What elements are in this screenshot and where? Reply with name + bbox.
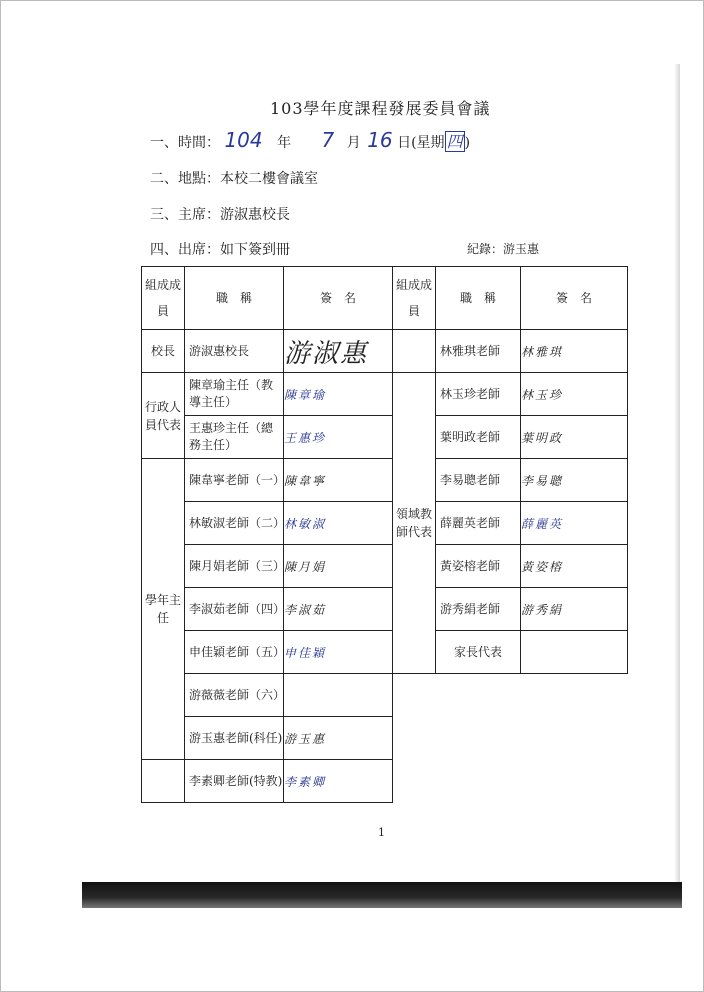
title-cell: 葉明政老師 xyxy=(436,416,521,459)
time-label: 一、時間： xyxy=(150,135,220,151)
signature-cell: 游玉惠 xyxy=(284,717,393,760)
document-title: 103學年度課程發展委員會議 xyxy=(270,99,491,118)
sign-in-table xyxy=(141,266,628,803)
table-row xyxy=(142,459,628,502)
page-number: 1 xyxy=(378,826,385,839)
title-cell: 陳月娟老師（三） xyxy=(185,545,284,588)
empty-area xyxy=(393,674,628,717)
signature-cell xyxy=(284,674,393,717)
signature-cell: 李易聰 xyxy=(521,459,628,502)
table-row xyxy=(142,416,628,459)
day-unit: 日(星期 xyxy=(397,135,445,151)
table-row xyxy=(142,502,628,545)
title-cell xyxy=(521,631,628,674)
year-unit: 年 xyxy=(277,135,292,151)
signature-cell: 游淑惠 xyxy=(284,330,393,373)
header-group xyxy=(142,267,185,330)
table-row xyxy=(142,631,628,674)
month-unit: 月 xyxy=(346,135,361,151)
page-border xyxy=(0,0,1,992)
table-row xyxy=(142,760,628,803)
title-cell: 林玉珍老師 xyxy=(436,373,521,416)
weekday-handwritten: 四 xyxy=(446,132,463,151)
empty-area xyxy=(393,760,628,803)
month-handwritten: 7 xyxy=(321,128,335,152)
day-handwritten: 16 xyxy=(367,128,393,152)
table-row xyxy=(142,588,628,631)
scan-shadow xyxy=(674,64,680,906)
title-cell: 李易聰老師 xyxy=(436,459,521,502)
meeting-attendance: 四、出席：如下簽到冊 xyxy=(150,242,290,258)
signature-cell: 陳月娟 xyxy=(284,545,393,588)
header-title: 職 稱 xyxy=(185,267,284,330)
meeting-place: 二、地點：本校二樓會議室 xyxy=(150,171,318,187)
signature-cell: 林雅琪 xyxy=(521,330,628,373)
header-group-right-text: 組成成員 xyxy=(395,278,432,318)
weekday-close: ) xyxy=(464,135,471,151)
signature-cell: 林玉珍 xyxy=(521,373,628,416)
signature-cell: 李淑茹 xyxy=(284,588,393,631)
group-blank xyxy=(142,760,185,803)
table-row xyxy=(142,545,628,588)
group-admin: 行政人員代表 xyxy=(142,373,185,459)
header-title-right: 職 稱 xyxy=(436,267,521,330)
group-blank xyxy=(393,330,436,373)
header-group-right xyxy=(393,267,436,330)
meeting-chair: 三、主席：游淑惠校長 xyxy=(150,207,290,223)
title-cell: 李素卿老師(特教) xyxy=(185,760,284,803)
title-cell: 申佳穎老師（五） xyxy=(185,631,284,674)
signature-cell: 游秀絹 xyxy=(521,588,628,631)
meeting-time xyxy=(150,128,470,152)
header-sign: 簽 名 xyxy=(284,267,393,330)
table-row xyxy=(142,717,628,760)
page-border xyxy=(0,0,704,1)
title-cell: 游玉惠老師(科任) xyxy=(185,717,284,760)
table-row xyxy=(142,373,628,416)
signature-cell: 葉明政 xyxy=(521,416,628,459)
empty-area xyxy=(393,717,628,760)
signature-cell: 申佳穎 xyxy=(284,631,393,674)
header-sign-right: 簽 名 xyxy=(521,267,628,330)
table-header-row xyxy=(142,267,628,330)
title-cell: 林敏淑老師（二） xyxy=(185,502,284,545)
group-domain-teachers: 領域教師代表 xyxy=(393,373,436,674)
year-handwritten: 104 xyxy=(224,128,263,152)
title-cell: 薛麗英老師 xyxy=(436,502,521,545)
title-cell: 李淑茹老師（四） xyxy=(185,588,284,631)
signature-cell: 林敏淑 xyxy=(284,502,393,545)
meeting-recorder: 紀錄：游玉惠 xyxy=(467,242,540,256)
header-group-text: 組成成員 xyxy=(144,278,181,318)
table-row xyxy=(142,674,628,717)
signature-cell: 黃姿榕 xyxy=(521,545,628,588)
signature-cell: 薛麗英 xyxy=(521,502,628,545)
signature-cell: 陳章瑜 xyxy=(284,373,393,416)
signature-cell: 李素卿 xyxy=(284,760,393,803)
title-cell: 游秀絹老師 xyxy=(436,588,521,631)
title-cell: 陳章瑜主任（教導主任） xyxy=(185,373,284,416)
group-parents: 家長代表 xyxy=(436,631,521,674)
signature-cell: 陳韋寧 xyxy=(284,459,393,502)
title-cell: 林雅琪老師 xyxy=(436,330,521,373)
signature-cell: 王惠珍 xyxy=(284,416,393,459)
group-grade-leaders: 學年主任 xyxy=(142,459,185,760)
title-cell: 陳韋寧老師（一） xyxy=(185,459,284,502)
title-cell: 黃姿榕老師 xyxy=(436,545,521,588)
table-row xyxy=(142,330,628,373)
title-cell: 王惠珍主任（總務主任） xyxy=(185,416,284,459)
group-principal: 校長 xyxy=(142,330,185,373)
scan-edge-bar xyxy=(82,882,682,908)
title-cell: 游薇薇老師（六） xyxy=(185,674,284,717)
title-cell: 游淑惠校長 xyxy=(185,330,284,373)
